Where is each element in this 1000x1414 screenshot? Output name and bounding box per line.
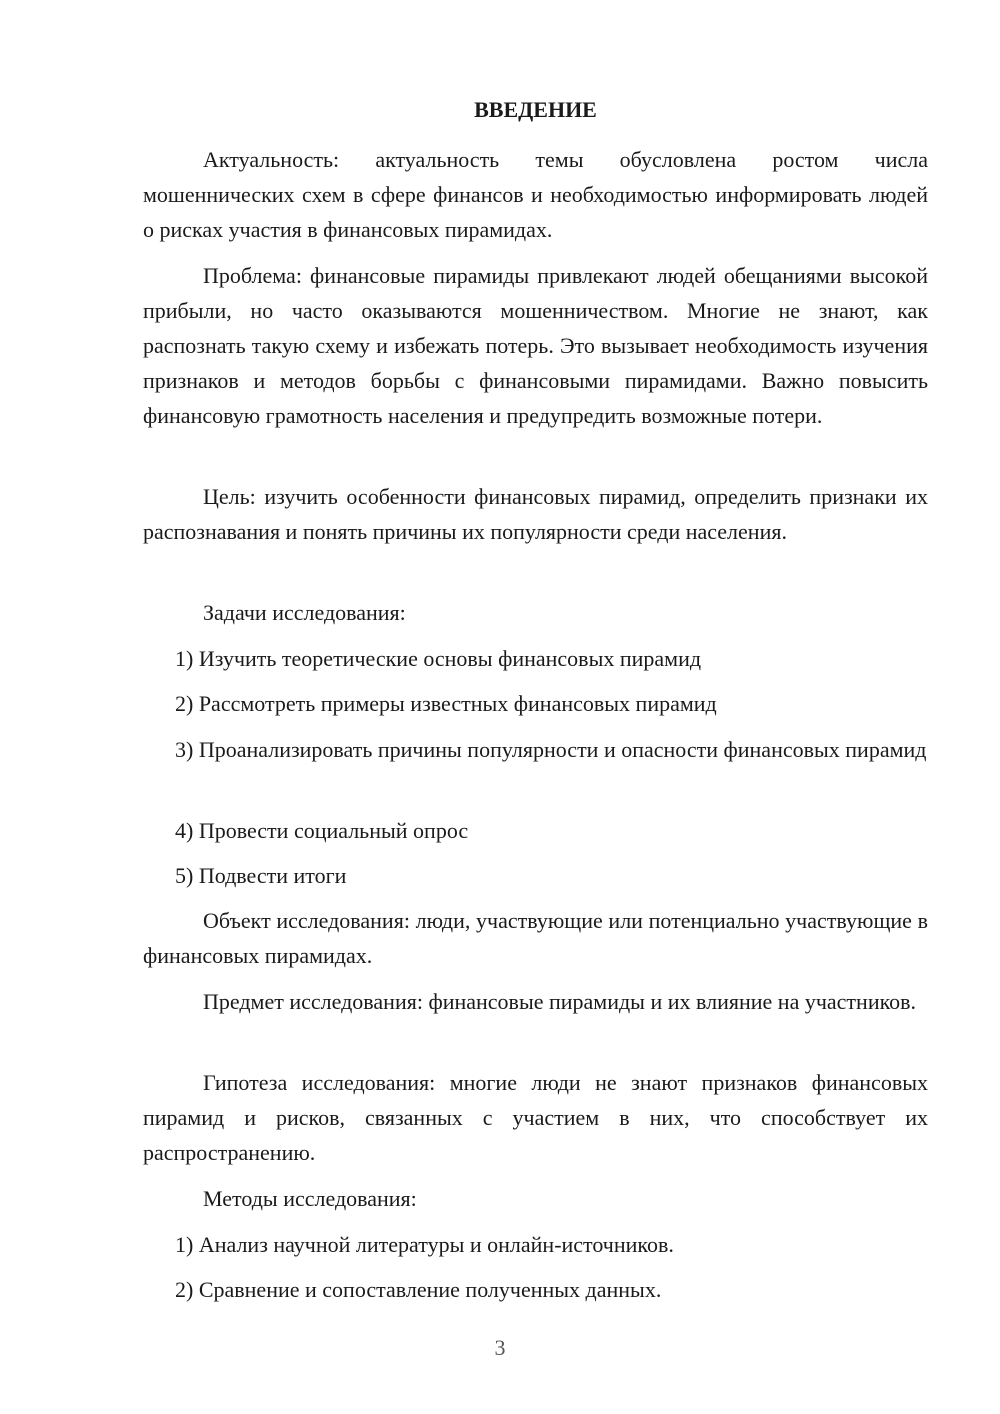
task-item-2: 2) Рассмотреть примеры известных финансовых пирамид <box>175 691 717 716</box>
task-item-3: 3) Проанализировать причины популярности и опасности финансовых пирамид <box>175 737 927 762</box>
task-item-1: 1) Изучить теоретические основы финансовых пирамид <box>175 646 702 671</box>
goal-paragraph: Цель: изучить особенности финансовых пирамид, определить признаки их распознавания и понять причины их популярности среди населения. <box>143 484 928 544</box>
methods-heading: Методы исследования: <box>203 1186 417 1211</box>
problem-paragraph: Проблема: финансовые пирамиды привлекают людей обещаниями высокой прибыли, но часто оказываются мошенничеством. Многие не знают, как распознать такую схему и избежать потерь. Это вызывает необходимость изучения признаков и методов борьбы с финансовыми пирамидами. Важно повысить финансовую грамотность населения и предупредить возможные потери. <box>143 263 928 428</box>
task-item-5: 5) Подвести итоги <box>175 863 347 888</box>
object-paragraph: Объект исследования: люди, участвующие или потенциально участвующие в финансовых пирамидах. <box>143 908 928 968</box>
hypothesis-paragraph: Гипотеза исследования: многие люди не знают признаков финансовых пирамид и рисков, связанных с участием в них, что способствует их распространению. <box>143 1070 928 1165</box>
tasks-heading: Задачи исследования: <box>203 600 406 625</box>
section-title: ВВЕДЕНИЕ <box>474 97 597 122</box>
page-number: 3 <box>494 1335 506 1360</box>
method-item-2: 2) Сравнение и сопоставление полученных данных. <box>175 1277 662 1302</box>
method-item-1: 1) Анализ научной литературы и онлайн-источников. <box>175 1232 674 1257</box>
subject-paragraph: Предмет исследования: финансовые пирамиды и их влияние на участников. <box>203 989 917 1014</box>
relevance-paragraph: Актуальность: актуальность темы обусловлена ростом числа мошеннических схем в сфере финансов и необходимостью информировать людей о рисках участия в финансовых пирамидах. <box>143 147 928 242</box>
task-item-4: 4) Провести социальный опрос <box>175 818 469 843</box>
